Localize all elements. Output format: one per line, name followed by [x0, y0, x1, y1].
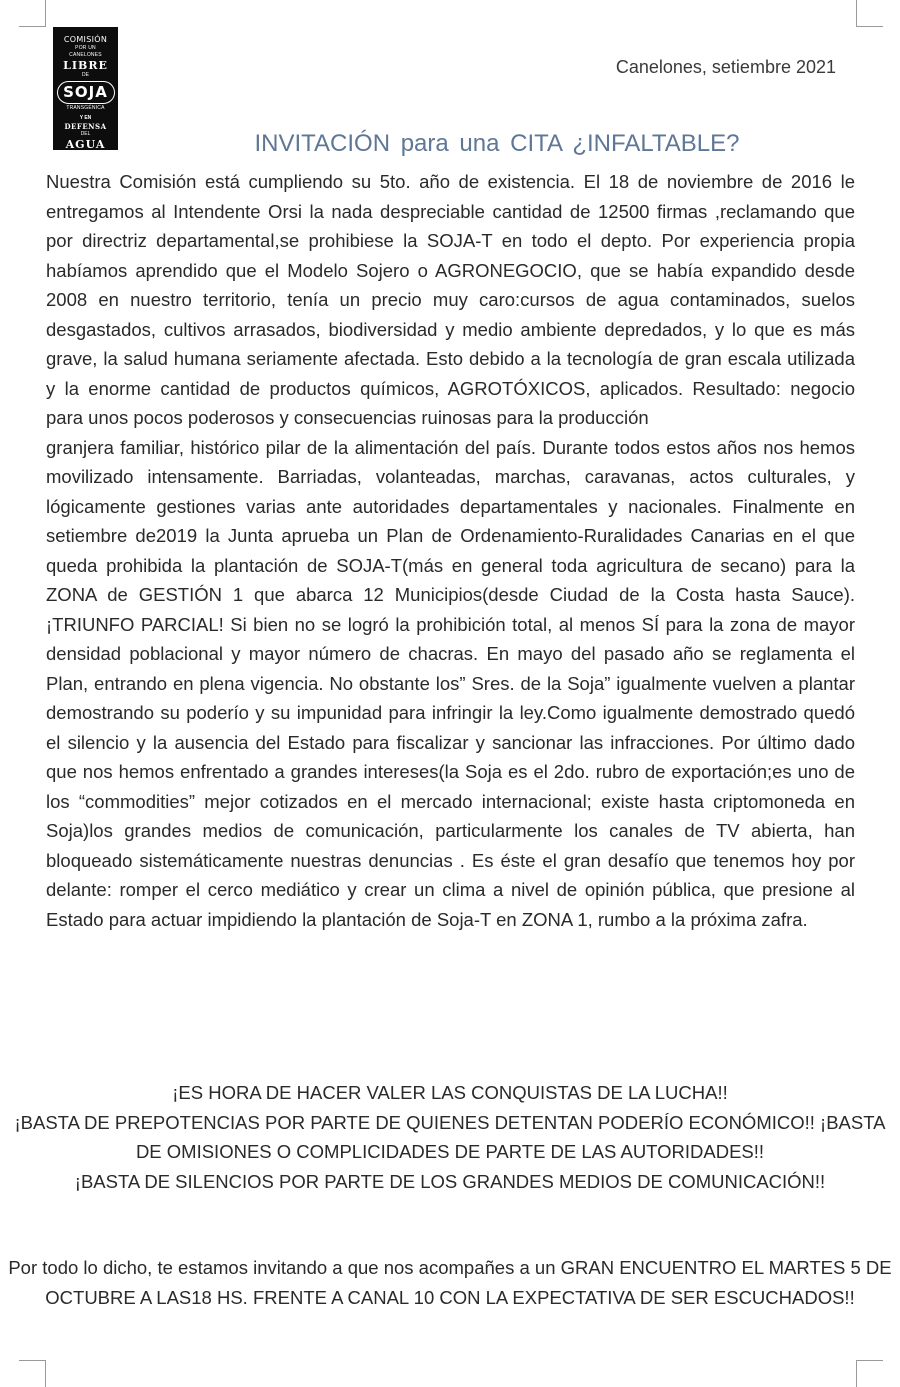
- logo-text: CANELONES: [69, 52, 102, 58]
- logo-text: DEFENSA: [64, 122, 107, 131]
- closing-invitation: [0, 1253, 900, 1313]
- closing-paragraph: [0, 1253, 900, 1313]
- body-text: [46, 167, 855, 934]
- logo-text: DEL: [80, 131, 91, 137]
- logo-text: TRANSGÉNICA: [66, 105, 105, 111]
- crop-mark-bottom-right: [856, 1360, 883, 1387]
- slogan: ¡ES HORA DE HACER VALER LAS CONQUISTAS DE LA LUCHA!!: [172, 1082, 728, 1103]
- logo-text: POR UN: [75, 45, 96, 51]
- closing-emphasis: un GRAN ENCUENTRO EL MARTES 5 DE OCTUBRE A LAS18 HS. FRENTE A CANAL 10 CON LA EXPECTATIVA DE SER ESCUCHADOS!!: [45, 1257, 892, 1308]
- logo-text: Y EN: [79, 115, 92, 121]
- body-paragraph: Nuestra Comisión está cumpliendo su 5to. año de existencia. El 18 de noviembre de 2016 le entregamos al Intendente Orsi la nada despreciable cantidad de 12500 firmas ,reclamando que por directriz departamental,se prohibiese la SOJA-T en todo el depto. Por experiencia propia habíamos aprendido que el Modelo Sojero o AGRONEGOCIO, que se había expandido desde 2008 en nuestro territorio, tenía un precio muy caro:cursos de agua contaminados, suelos desgastados, cultivos arrasados, biodiversidad y medio ambiente depredados, y lo que es más grave, la salud humana seriamente afectada. Esto debido a la tecnología de gran escala utilizada y la enorme cantidad de productos químicos, AGROTÓXICOS, aplicados. Resultado: negocio para unos pocos poderosos y consecuencias ruinosas para la producción: [46, 171, 855, 428]
- logo-soja-emblem: SOJA: [57, 81, 115, 104]
- crop-mark-top-right: [856, 0, 883, 27]
- logo-text: AGUA: [65, 138, 106, 151]
- slogan: ¡BASTA DE SILENCIOS POR PARTE DE LOS GRANDES MEDIOS DE COMUNICACIÓN!!: [74, 1170, 826, 1192]
- dateline: Canelones, setiembre 2021: [615, 57, 836, 77]
- logo-text: COMISIÓN: [63, 35, 108, 44]
- slogans: [0, 1078, 900, 1196]
- body-paragraph: granjera familiar, histórico pilar de la alimentación del país. Durante todos estos años nos hemos movilizado intensamente. Barriadas, volanteadas, marchas, caravanas, actos culturales, y lógicamente gestiones varias ante autoridades departamentales y nacionales. Finalmente en setiembre de2019 la Junta aprueba un Plan de Ordenamiento-Ruralidades Canarias en el que queda prohibida la plantación de SOJA-T(más en general toda agricultura de secano) para la ZONA de GESTIÓN 1 que abarca 12 Municipios(desde Ciudad de la Costa hasta Sauce). ¡TRIUNFO PARCIAL! Si bien no se logró la prohibición total, al menos SÍ para la zona de mayor densidad poblacional y mayor número de chacras. En mayo del pasado año se reglamenta el Plan, entrando en plena vigencia. No obstante los” Sres. de la Soja” igualmente vuelven a plantar demostrando su poderío y su impunidad para infringir la ley.Como igualmente demostrado quedó el silencio y la ausencia del Estado para fiscalizar y sancionar las infracciones. Por último dado que nos hemos enfrentado a grandes intereses(la Soja es el 2do. rubro de exportación;es uno de los “commodities” mejor cotizados en el mercado internacional; existe hasta criptomoneda en Soja)los grandes medios de comunicación, particularmente los canales de TV abierta, han bloqueado sistemáticamente nuestras denuncias . Es éste el gran desafío que tenemos hoy por delante: romper el cerco mediático y crear un clima a nivel de opinión pública, que presione al Estado para actuar impidiendo la plantación de Soja-T en ZONA 1, rumbo a la próxima zafra.: [46, 436, 855, 930]
- crop-mark-top-left: [19, 0, 46, 27]
- logo-text: LIBRE: [63, 59, 108, 72]
- closing-intro: Por todo lo dicho, te estamos invitando a que nos acompañes a: [8, 1257, 535, 1278]
- crop-mark-bottom-left: [19, 1360, 46, 1387]
- logo-text: DE: [82, 72, 89, 78]
- slogan: ¡BASTA DE PREPOTENCIAS POR PARTE DE QUIENES DETENTAN PODERÍO ECONÓMICO!! ¡BASTA DE OMISIONES O COMPLICIDADES DE PARTE DE LAS AUTORIDADES!!: [14, 1111, 886, 1162]
- page-title: INVITACIÓN para una CITA ¿INFALTABLE?: [254, 130, 740, 157]
